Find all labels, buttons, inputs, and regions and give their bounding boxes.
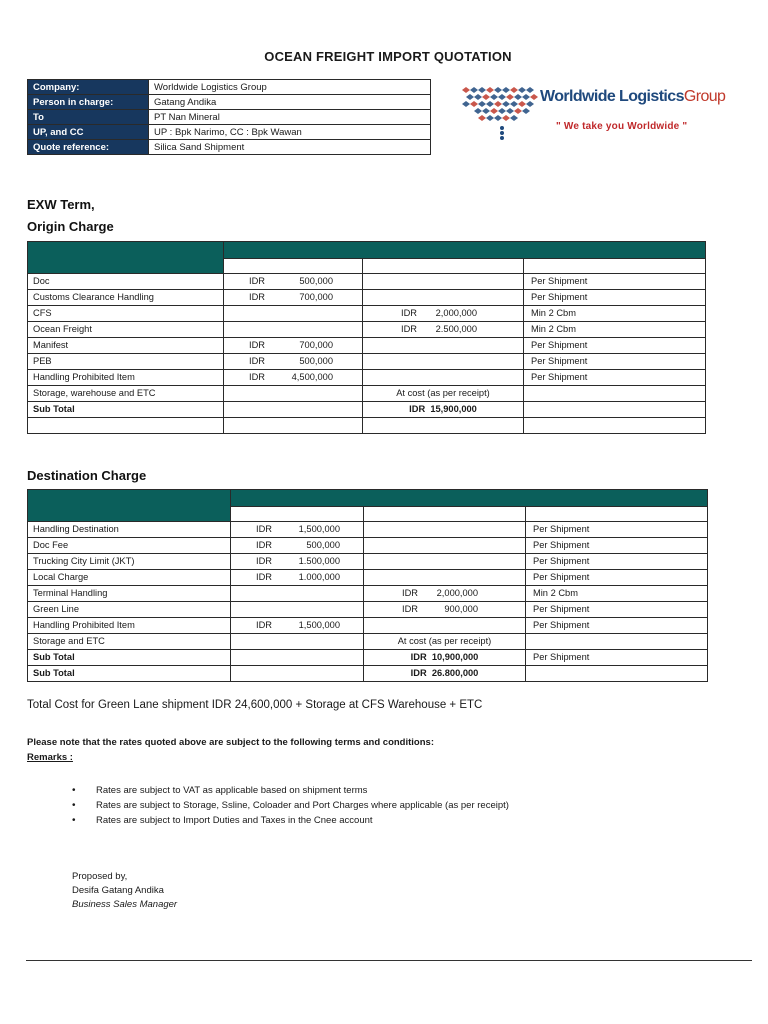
subtotal-value: IDR 10,900,000 bbox=[364, 650, 526, 666]
unit-cell bbox=[526, 634, 708, 650]
currency: IDR bbox=[401, 324, 418, 334]
at-cost-text: At cost (as per receipt) bbox=[396, 388, 490, 398]
header-cell bbox=[363, 259, 524, 274]
remark-text: Rates are subject to VAT as applicable based on shipment terms bbox=[96, 785, 368, 796]
amount: 500,000 bbox=[299, 276, 333, 286]
remarks-label: Remarks : bbox=[27, 752, 73, 763]
subtotal-row bbox=[28, 402, 706, 418]
subtotal-value: IDR 15,900,000 bbox=[363, 402, 524, 418]
table-row bbox=[28, 274, 706, 290]
unit-cell: Per Shipment bbox=[524, 370, 706, 386]
table-header-row bbox=[28, 490, 708, 507]
table-row bbox=[28, 370, 706, 386]
item-cell: Trucking City Limit (JKT) bbox=[28, 554, 231, 570]
amount: 4,500,000 bbox=[291, 372, 333, 382]
header-cell bbox=[231, 507, 364, 522]
subtotal-row bbox=[28, 666, 708, 682]
total-cost-line: Total Cost for Green Lane shipment IDR 24,600,000 + Storage at CFS Warehouse + ETC bbox=[27, 699, 483, 711]
rate-cell bbox=[231, 522, 364, 538]
remark-text: Rates are subject to Storage, Ssline, Coloader and Port Charges where applicable (as per receipt) bbox=[96, 800, 509, 811]
rate-cell bbox=[231, 586, 364, 602]
table-row bbox=[28, 618, 708, 634]
unit-cell: Per Shipment bbox=[524, 338, 706, 354]
table-row bbox=[28, 586, 708, 602]
destination-charge-table bbox=[27, 489, 708, 682]
rate-cell bbox=[363, 322, 524, 338]
table-row bbox=[28, 354, 706, 370]
footer-divider bbox=[26, 960, 752, 961]
rate-cell bbox=[224, 386, 363, 402]
unit-cell: Per Shipment bbox=[526, 522, 708, 538]
item-cell: Green Line bbox=[28, 602, 231, 618]
empty-cell bbox=[28, 418, 224, 434]
rate-cell bbox=[231, 618, 364, 634]
unit-cell: Per Shipment bbox=[526, 554, 708, 570]
subtotal-row bbox=[28, 650, 708, 666]
item-cell: CFS bbox=[28, 306, 224, 322]
item-cell: PEB bbox=[28, 354, 224, 370]
table-row bbox=[28, 386, 706, 402]
rate-cell bbox=[364, 522, 526, 538]
table-row bbox=[28, 290, 706, 306]
amount: 500,000 bbox=[299, 356, 333, 366]
currency: IDR bbox=[249, 276, 266, 286]
subtotal-label: Sub Total bbox=[28, 650, 231, 666]
currency: IDR bbox=[256, 556, 273, 566]
rate-cell bbox=[364, 586, 526, 602]
amount: 1,500,000 bbox=[298, 620, 340, 630]
info-row bbox=[28, 140, 431, 155]
terms-note: Please note that the rates quoted above are subject to the following terms and conditions: bbox=[27, 737, 434, 748]
info-value: PT Nan Mineral bbox=[149, 110, 431, 125]
currency: IDR bbox=[249, 292, 266, 302]
rate-cell bbox=[364, 634, 526, 650]
empty-cell bbox=[231, 650, 364, 666]
item-cell: Terminal Handling bbox=[28, 586, 231, 602]
currency: IDR bbox=[401, 308, 418, 318]
signature-block bbox=[72, 870, 177, 912]
term-heading: EXW Term, bbox=[27, 197, 95, 212]
info-key: To bbox=[28, 110, 149, 125]
amount: 900,000 bbox=[444, 604, 478, 614]
amount: 2.500,000 bbox=[435, 324, 477, 334]
header-cell bbox=[526, 507, 708, 522]
subtotal-unit bbox=[524, 402, 706, 418]
rate-cell bbox=[224, 306, 363, 322]
item-cell: Doc Fee bbox=[28, 538, 231, 554]
item-cell: Storage, warehouse and ETC bbox=[28, 386, 224, 402]
amount: 500,000 bbox=[306, 540, 340, 550]
rate-cell bbox=[224, 290, 363, 306]
table-row bbox=[28, 570, 708, 586]
info-key: Quote reference: bbox=[28, 140, 149, 155]
table-row bbox=[28, 554, 708, 570]
document-title: OCEAN FREIGHT IMPORT QUOTATION bbox=[264, 49, 512, 64]
currency: IDR bbox=[402, 588, 419, 598]
empty-cell bbox=[524, 418, 706, 434]
rate-cell bbox=[363, 338, 524, 354]
info-key: Person in charge: bbox=[28, 95, 149, 110]
rate-cell bbox=[363, 306, 524, 322]
table-row bbox=[28, 634, 708, 650]
unit-cell: Min 2 Cbm bbox=[524, 322, 706, 338]
amount: 1,500,000 bbox=[298, 524, 340, 534]
header-cell bbox=[524, 259, 706, 274]
rate-cell bbox=[364, 554, 526, 570]
subtotal-label: Sub Total bbox=[28, 402, 224, 418]
bullet-icon: • bbox=[72, 800, 76, 811]
unit-cell: Per Shipment bbox=[524, 354, 706, 370]
header-cell bbox=[224, 259, 363, 274]
table-row bbox=[28, 306, 706, 322]
bullet-icon: • bbox=[72, 785, 76, 796]
table-row bbox=[28, 602, 708, 618]
logo-slogan: " We take you Worldwide " bbox=[556, 121, 688, 132]
rate-cell bbox=[224, 370, 363, 386]
rate-cell bbox=[231, 570, 364, 586]
logo-wordmark bbox=[540, 88, 725, 106]
signatory-name: Desifa Gatang Andika bbox=[72, 885, 164, 896]
unit-cell: Per Shipment bbox=[526, 538, 708, 554]
item-cell: Local Charge bbox=[28, 570, 231, 586]
currency: IDR bbox=[249, 372, 266, 382]
empty-cell bbox=[231, 666, 364, 682]
rate-cell bbox=[364, 538, 526, 554]
info-value: Silica Sand Shipment bbox=[149, 140, 431, 155]
info-key: UP, and CC bbox=[28, 125, 149, 140]
amount: 700,000 bbox=[299, 292, 333, 302]
unit-cell: Per Shipment bbox=[526, 602, 708, 618]
currency: IDR bbox=[256, 620, 273, 630]
destination-heading: Destination Charge bbox=[27, 468, 147, 483]
table-header-row bbox=[28, 242, 706, 259]
currency: IDR bbox=[249, 356, 266, 366]
remarks-list bbox=[72, 783, 509, 828]
currency: IDR bbox=[402, 604, 419, 614]
rate-cell bbox=[363, 290, 524, 306]
rate-cell bbox=[364, 618, 526, 634]
table-row bbox=[28, 522, 708, 538]
subtotal-value: IDR 26.800,000 bbox=[364, 666, 526, 682]
logo-name-accent: Group bbox=[683, 88, 726, 105]
item-cell: Manifest bbox=[28, 338, 224, 354]
remark-item bbox=[72, 783, 509, 798]
empty-cell bbox=[363, 418, 524, 434]
remark-text: Rates are subject to Import Duties and Taxes in the Cnee account bbox=[96, 815, 373, 826]
item-cell: Customs Clearance Handling bbox=[28, 290, 224, 306]
header-cell bbox=[28, 242, 224, 274]
amount: 1.000,000 bbox=[298, 572, 340, 582]
item-cell: Storage and ETC bbox=[28, 634, 231, 650]
rate-cell bbox=[224, 322, 363, 338]
table-row bbox=[28, 538, 708, 554]
origin-charge-table bbox=[27, 241, 706, 434]
currency: IDR bbox=[256, 524, 273, 534]
subtotal-label: Sub Total bbox=[28, 666, 231, 682]
rate-cell bbox=[363, 386, 524, 402]
rate-cell bbox=[224, 338, 363, 354]
info-value: UP : Bpk Narimo, CC : Bpk Wawan bbox=[149, 125, 431, 140]
at-cost-text: At cost (as per receipt) bbox=[397, 636, 492, 646]
proposed-by-label: Proposed by, bbox=[72, 871, 128, 882]
info-row bbox=[28, 110, 431, 125]
rate-cell bbox=[363, 274, 524, 290]
item-cell: Handling Prohibited Item bbox=[28, 370, 224, 386]
info-value: Worldwide Logistics Group bbox=[149, 80, 431, 95]
amount: 1.500,000 bbox=[298, 556, 340, 566]
empty-cell bbox=[224, 418, 363, 434]
unit-cell: Per Shipment bbox=[526, 570, 708, 586]
amount: 2,000,000 bbox=[436, 588, 478, 598]
item-cell: Handling Prohibited Item bbox=[28, 618, 231, 634]
currency: IDR bbox=[256, 540, 273, 550]
rate-cell bbox=[363, 370, 524, 386]
empty-row bbox=[28, 418, 706, 434]
table-row bbox=[28, 338, 706, 354]
currency: IDR bbox=[256, 572, 273, 582]
empty-cell bbox=[224, 402, 363, 418]
origin-heading: Origin Charge bbox=[27, 219, 114, 234]
unit-cell: Min 2 Cbm bbox=[524, 306, 706, 322]
item-cell: Ocean Freight bbox=[28, 322, 224, 338]
amount: 2,000,000 bbox=[435, 308, 477, 318]
bullet-icon: • bbox=[72, 815, 76, 826]
amount: 700,000 bbox=[299, 340, 333, 350]
rate-cell bbox=[364, 602, 526, 618]
rate-cell bbox=[231, 602, 364, 618]
unit-cell: Min 2 Cbm bbox=[526, 586, 708, 602]
item-cell: Handling Destination bbox=[28, 522, 231, 538]
info-row bbox=[28, 95, 431, 110]
rate-cell bbox=[231, 538, 364, 554]
unit-cell: Per Shipment bbox=[524, 290, 706, 306]
header-cell bbox=[231, 490, 708, 507]
remark-item bbox=[72, 798, 509, 813]
info-row bbox=[28, 80, 431, 95]
info-table bbox=[27, 79, 431, 155]
remark-item bbox=[72, 813, 509, 828]
info-key: Company: bbox=[28, 80, 149, 95]
logo-name-main: Worldwide Logistics bbox=[540, 88, 684, 105]
rate-cell bbox=[363, 354, 524, 370]
unit-cell bbox=[524, 386, 706, 402]
table-row bbox=[28, 322, 706, 338]
currency: IDR bbox=[249, 340, 266, 350]
rate-cell bbox=[231, 634, 364, 650]
header-cell bbox=[224, 242, 706, 259]
signatory-role: Business Sales Manager bbox=[72, 899, 178, 910]
unit-cell: Per Shipment bbox=[524, 274, 706, 290]
unit-cell: Per Shipment bbox=[526, 618, 708, 634]
subtotal-unit: Per Shipment bbox=[526, 650, 708, 666]
item-cell: Doc bbox=[28, 274, 224, 290]
info-value: Gatang Andika bbox=[149, 95, 431, 110]
rate-cell bbox=[224, 274, 363, 290]
header-cell bbox=[364, 507, 526, 522]
info-row bbox=[28, 125, 431, 140]
rate-cell bbox=[364, 570, 526, 586]
rate-cell bbox=[231, 554, 364, 570]
subtotal-unit bbox=[526, 666, 708, 682]
rate-cell bbox=[224, 354, 363, 370]
header-cell bbox=[28, 490, 231, 522]
